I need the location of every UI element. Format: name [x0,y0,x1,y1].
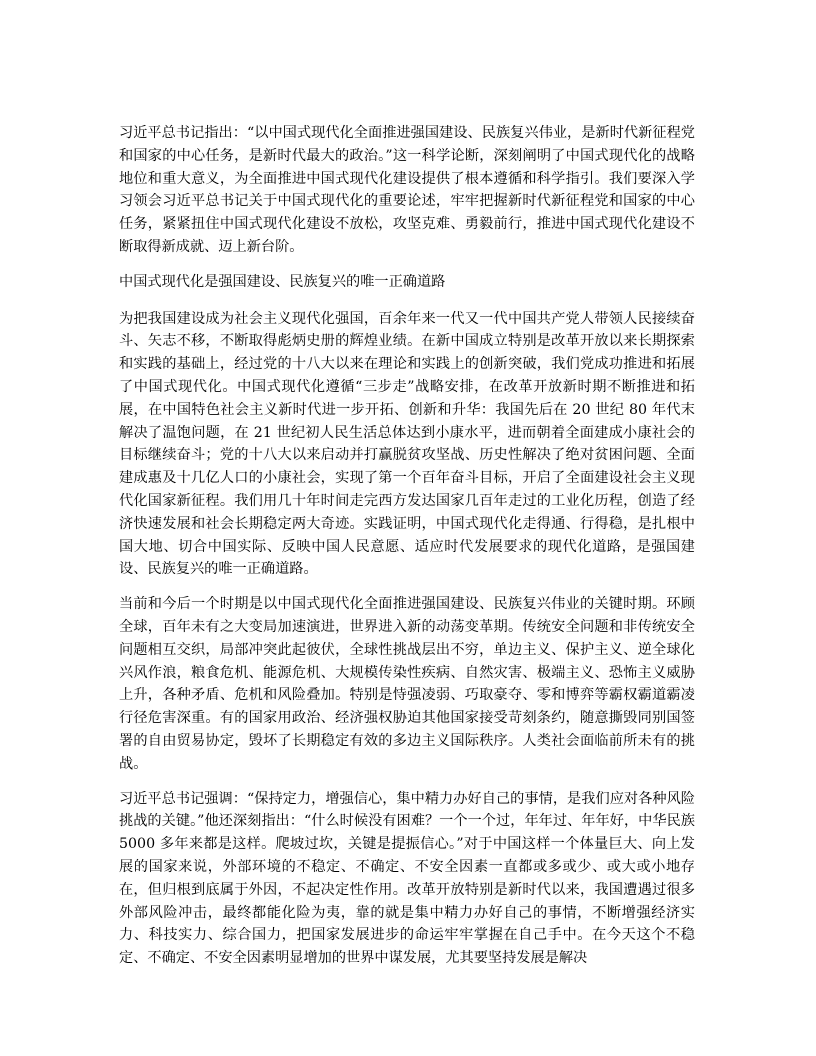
section-heading: 中国式现代化是强国建设、民族复兴的唯一正确道路 [119,273,446,290]
paragraph-history: 为把我国建设成为社会主义现代化强国，百余年来一代又一代中国共产党人带领人民接续奋斗、矢志不移，不断取得彪炳史册的辉煌业绩。在新中国成立特别是改革开放以来长期探索和实践的基础上，经过党的十八大以来在理论和实践上的创新突破，我们党成功推进和拓展了中国式现代化。中国式现代化遵循“三步走”战略安排，在改革开放新时期不断推进和拓展，在中国特色社会主义新时代进一步开拓、创新和升华：我国先后在 20 世纪 80 年代末解决了温饱问题，在 21 世纪初人民生活总体达到小康水平，进而朝着全面建成小康社会的目标继续奋斗；党的十八大以来启动并打赢脱贫攻坚战、历史性解决了绝对贫困问题、全面建成惠及十几亿人口的小康社会，实现了第一个百年奋斗目标，开启了全面建设社会主义现代化国家新征程。我们用几十年时间走完西方发达国家几百年走过的工业化历程，创造了经济快速发展和社会长期稳定两大奇迹。实践证明，中国式现代化走得通、行得稳，是扎根中国大地、切合中国实际、反映中国人民意愿、适应时代发展要求的现代化道路，是强国建设、民族复兴的唯一正确道路。 [119,310,695,578]
paragraph-intro: 习近平总书记指出：“以中国式现代化全面推进强国建设、民族复兴伟业，是新时代新征程党和国家的中心任务，是新时代最大的政治。”这一科学论断，深刻阐明了中国式现代化的战略地位和重大意义，为全面推进中国式现代化建设提供了根本遵循和科学指引。我们要深入学习领会习近平总书记关于中国式现代化的重要论述，牢牢把握新时代新征程党和国家的中心任务，紧紧扭住中国式现代化建设不放松，攻坚克难、勇毅前行，推进中国式现代化建设不断取得新成就、迈上新台阶。 [119,125,695,255]
paragraph-global-challenges: 当前和今后一个时期是以中国式现代化全面推进强国建设、民族复兴伟业的关键时期。环顾全球，百年未有之大变局加速演进，世界进入新的动荡变革期。传统安全问题和非传统安全问题相互交织，局部冲突此起彼伏，全球性挑战层出不穷，单边主义、保护主义、逆全球化兴风作浪，粮食危机、能源危机、大规模传染性疾病、自然灾害、极端主义、恐怖主义威胁上升，各种矛盾、危机和风险叠加。特别是恃强凌弱、巧取豪夺、零和博弈等霸权霸道霸凌行径危害深重。有的国家用政治、经济强权胁迫其他国家接受苛刻条约，随意撕毁同别国签署的自由贸易协定，毁坏了长期稳定有效的多边主义国际秩序。人类社会面临前所未有的挑战。 [119,596,695,772]
paragraph-confidence: 习近平总书记强调：“保持定力，增强信心，集中精力办好自己的事情，是我们应对各种风险挑战的关键。”他还深刻指出：“什么时候没有困难？一个一个过，年年过、年年好，中华民族 5000 多年来都是这样。爬坡过坎，关键是提振信心。”对于中国这样一个体量巨大、向上发展的国家来说，外部环境的不稳定、不确定、不安全因素一直都或多或少、或大或小地存在，但归根到底属于外因，不起决定性作用。改革开放特别是新时代以来，我国遭遇过很多外部风险冲击，最终都能化险为夷，靠的就是集中精力办好自己的事情，不断增强经济实力、科技实力、综合国力，把国家发展进步的命运牢牢掌握在自己手中。在今天这个不稳定、不确定、不安全因素明显增加的世界中谋发展，尤其要坚持发展是解决 [119,790,695,967]
document-page [119,122,695,982]
